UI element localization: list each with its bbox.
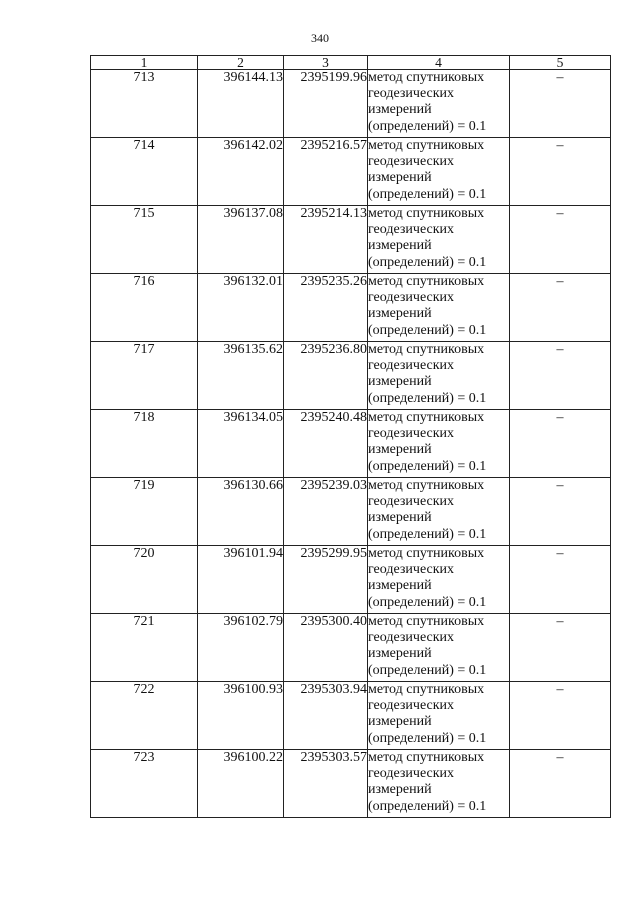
x-coordinate-cell: 396130.66 <box>198 478 284 546</box>
method-line: (определений) = 0.1 <box>368 526 487 542</box>
y-coordinate-cell: 2395236.80 <box>284 342 368 410</box>
x-coordinate-cell: 396132.01 <box>198 274 284 342</box>
note-cell: – <box>510 342 611 410</box>
column-header-1: 1 <box>91 56 198 70</box>
method-line: метод спутниковых <box>368 614 485 629</box>
table-row <box>91 70 611 138</box>
method-cell <box>368 682 510 750</box>
method-cell <box>368 70 510 138</box>
point-number-cell: 717 <box>91 342 198 410</box>
method-line: измерений <box>368 170 432 186</box>
method-line: измерений <box>368 442 432 458</box>
page-number: 340 <box>311 31 329 45</box>
y-coordinate-cell: 2395214.13 <box>284 206 368 274</box>
method-line: метод спутниковых <box>368 274 485 289</box>
y-coordinate-cell: 2395299.95 <box>284 546 368 614</box>
method-line: (определений) = 0.1 <box>368 798 487 814</box>
table-row <box>91 206 611 274</box>
point-number-cell: 720 <box>91 546 198 614</box>
column-header-5: 5 <box>510 56 611 70</box>
method-line: метод спутниковых <box>368 138 485 153</box>
x-coordinate-cell: 396134.05 <box>198 410 284 478</box>
method-line: геодезических <box>368 766 455 782</box>
point-number-cell: 714 <box>91 138 198 206</box>
y-coordinate-cell: 2395216.57 <box>284 138 368 206</box>
method-line: измерений <box>368 238 432 254</box>
note-cell: – <box>510 478 611 546</box>
note-cell: – <box>510 546 611 614</box>
method-line: геодезических <box>368 562 455 578</box>
y-coordinate-cell: 2395199.96 <box>284 70 368 138</box>
method-line: метод спутниковых <box>368 342 485 357</box>
method-line: измерений <box>368 714 432 730</box>
coordinates-table <box>90 55 611 818</box>
table-row <box>91 546 611 614</box>
method-line: (определений) = 0.1 <box>368 186 487 202</box>
note-cell: – <box>510 614 611 682</box>
method-line: геодезических <box>368 358 455 374</box>
method-line: метод спутниковых <box>368 546 485 561</box>
table-row <box>91 342 611 410</box>
method-line: метод спутниковых <box>368 206 485 221</box>
x-coordinate-cell: 396100.93 <box>198 682 284 750</box>
method-line: измерений <box>368 374 432 390</box>
method-line: метод спутниковых <box>368 70 485 85</box>
point-number-cell: 723 <box>91 750 198 818</box>
note-cell: – <box>510 410 611 478</box>
y-coordinate-cell: 2395239.03 <box>284 478 368 546</box>
point-number-cell: 716 <box>91 274 198 342</box>
method-cell <box>368 478 510 546</box>
method-line: геодезических <box>368 222 455 238</box>
point-number-cell: 722 <box>91 682 198 750</box>
method-cell <box>368 206 510 274</box>
y-coordinate-cell: 2395235.26 <box>284 274 368 342</box>
note-cell: – <box>510 206 611 274</box>
method-line: метод спутниковых <box>368 478 485 493</box>
table-row <box>91 410 611 478</box>
y-coordinate-cell: 2395240.48 <box>284 410 368 478</box>
x-coordinate-cell: 396102.79 <box>198 614 284 682</box>
y-coordinate-cell: 2395303.57 <box>284 750 368 818</box>
method-cell <box>368 342 510 410</box>
method-line: метод спутниковых <box>368 410 485 425</box>
method-cell <box>368 546 510 614</box>
note-cell: – <box>510 274 611 342</box>
method-line: (определений) = 0.1 <box>368 594 487 610</box>
point-number-cell: 721 <box>91 614 198 682</box>
method-line: геодезических <box>368 86 455 102</box>
column-header-2: 2 <box>198 56 284 70</box>
method-line: геодезических <box>368 630 455 646</box>
method-cell <box>368 274 510 342</box>
method-line: измерений <box>368 782 432 798</box>
method-line: геодезических <box>368 426 455 442</box>
method-line: измерений <box>368 510 432 526</box>
column-header-4: 4 <box>368 56 510 70</box>
point-number-cell: 719 <box>91 478 198 546</box>
x-coordinate-cell: 396100.22 <box>198 750 284 818</box>
method-cell <box>368 138 510 206</box>
table-row <box>91 138 611 206</box>
method-line: (определений) = 0.1 <box>368 458 487 474</box>
x-coordinate-cell: 396101.94 <box>198 546 284 614</box>
x-coordinate-cell: 396142.02 <box>198 138 284 206</box>
method-line: (определений) = 0.1 <box>368 390 487 406</box>
method-cell <box>368 750 510 818</box>
method-line: геодезических <box>368 698 455 714</box>
method-line: (определений) = 0.1 <box>368 662 487 678</box>
method-line: (определений) = 0.1 <box>368 254 487 270</box>
method-line: метод спутниковых <box>368 750 485 765</box>
table-row <box>91 682 611 750</box>
method-line: измерений <box>368 646 432 662</box>
column-header-3: 3 <box>284 56 368 70</box>
method-line: измерений <box>368 578 432 594</box>
method-line: геодезических <box>368 154 455 170</box>
table-row <box>91 614 611 682</box>
note-cell: – <box>510 70 611 138</box>
note-cell: – <box>510 750 611 818</box>
x-coordinate-cell: 396144.13 <box>198 70 284 138</box>
x-coordinate-cell: 396137.08 <box>198 206 284 274</box>
point-number-cell: 718 <box>91 410 198 478</box>
method-cell <box>368 410 510 478</box>
table-row <box>91 750 611 818</box>
method-line: метод спутниковых <box>368 682 485 697</box>
method-cell <box>368 614 510 682</box>
y-coordinate-cell: 2395303.94 <box>284 682 368 750</box>
method-line: геодезических <box>368 494 455 510</box>
method-line: (определений) = 0.1 <box>368 730 487 746</box>
y-coordinate-cell: 2395300.40 <box>284 614 368 682</box>
method-line: (определений) = 0.1 <box>368 322 487 338</box>
method-line: измерений <box>368 102 432 118</box>
table-body <box>91 70 611 818</box>
table-row <box>91 274 611 342</box>
table-row <box>91 478 611 546</box>
method-line: (определений) = 0.1 <box>368 118 487 134</box>
point-number-cell: 715 <box>91 206 198 274</box>
note-cell: – <box>510 682 611 750</box>
table-header-row <box>91 56 611 70</box>
method-line: геодезических <box>368 290 455 306</box>
method-line: измерений <box>368 306 432 322</box>
point-number-cell: 713 <box>91 70 198 138</box>
x-coordinate-cell: 396135.62 <box>198 342 284 410</box>
note-cell: – <box>510 138 611 206</box>
